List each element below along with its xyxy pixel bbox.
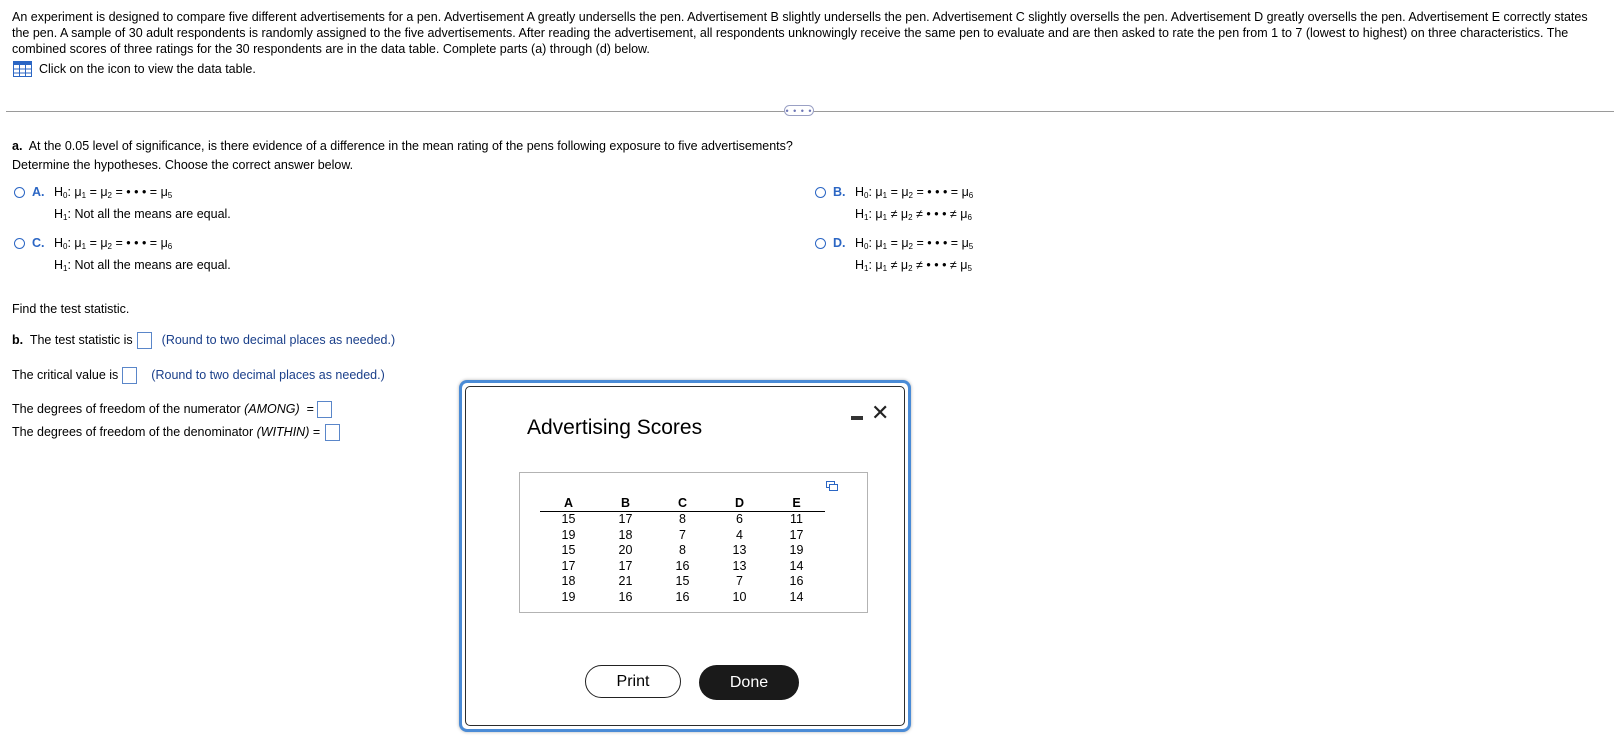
- table-row: [540, 559, 825, 575]
- part-a-question: [12, 139, 793, 153]
- option-c-radio[interactable]: [14, 238, 25, 249]
- critical-value-label: The critical value is: [12, 367, 119, 382]
- copy-icon[interactable]: [826, 481, 838, 491]
- option-c[interactable]: [14, 236, 231, 278]
- option-b-h1: $H_1$: $\mu_1 \ne \mu_2$ ≠ • • • ≠ $\mu_6$: [855, 207, 972, 222]
- table-cell: 16: [618, 589, 633, 604]
- option-c-h1: $H_1$: Not all the means are equal.: [54, 258, 231, 273]
- df-denominator-row: The degrees of freedom of the denominator (WITHIN) =: [12, 424, 344, 441]
- table-row: [540, 590, 825, 606]
- option-d-h1: $H_1$: $\mu_1 \ne \mu_2$ ≠ • • • ≠ $\mu_5$: [855, 258, 972, 273]
- option-a-letter: A.: [32, 185, 45, 199]
- table-cell: 8: [679, 512, 686, 526]
- critical-value-hint: (Round to two decimal places as needed.): [151, 367, 385, 382]
- column-header: C: [654, 496, 711, 512]
- table-cell: 20: [618, 543, 633, 558]
- minimize-icon[interactable]: [851, 416, 863, 420]
- test-statistic-hint: (Round to two decimal places as needed.): [161, 332, 396, 347]
- df-numerator-input[interactable]: [317, 401, 332, 418]
- view-data-table-label[interactable]: Click on the icon to view the data table.: [39, 62, 256, 76]
- table-cell: 19: [561, 589, 576, 604]
- done-button[interactable]: Done: [699, 665, 799, 700]
- table-cell: 7: [736, 574, 743, 589]
- option-d-letter: D.: [833, 236, 846, 250]
- modal-frame: [465, 386, 905, 726]
- table-cell: 10: [732, 589, 747, 604]
- option-b-radio[interactable]: [815, 187, 826, 198]
- table-cell: 15: [561, 512, 576, 526]
- option-a-h1: $H_1$: Not all the means are equal.: [54, 207, 231, 222]
- df-denominator-input[interactable]: [325, 424, 340, 441]
- column-header: D: [711, 496, 768, 512]
- advertising-scores-table: [540, 496, 825, 606]
- critical-value-input[interactable]: [122, 367, 137, 384]
- table-cell: 6: [736, 512, 743, 526]
- close-icon[interactable]: ✕: [871, 400, 890, 425]
- table-cell: 16: [675, 589, 690, 604]
- option-d-radio[interactable]: [815, 238, 826, 249]
- modal-title: Advertising Scores: [527, 416, 703, 439]
- problem-statement: An experiment is designed to compare five different advertisements for a pen. Advertisement A greatly undersells the pen. Advertisement B slightly undersells the pen. Advertisement C slightly oversells the pen. Advertisement D greatly oversells the pen. Advertisement E correctly states the pen. A sample of 30 adult respondents is randomly assigned to the five advertisements. After reading the advertisement, all respondents unknowingly receive the same pen to evaluate and are then asked to rate the pen from 1 to 7 (lowest to highest) on three characteristics. The combined scores of three ratings for the 30 respondents are in the data table. Complete parts (a) through (d) below.: [12, 10, 1588, 56]
- table-cell: 19: [561, 527, 576, 542]
- part-b-row: [12, 332, 395, 349]
- option-c-letter: C.: [32, 236, 45, 250]
- print-button[interactable]: Print: [585, 665, 681, 698]
- hypotheses-instruction: Determine the hypotheses. Choose the correct answer below.: [12, 158, 354, 172]
- find-test-statistic-label: Find the test statistic.: [12, 302, 130, 316]
- table-cell: 17: [618, 512, 633, 526]
- data-table-icon[interactable]: [13, 61, 32, 77]
- table-cell: 11: [790, 512, 803, 526]
- column-header: A: [540, 496, 597, 512]
- table-cell: 16: [675, 558, 690, 573]
- df-numerator-row: The degrees of freedom of the numerator (AMONG) =: [12, 401, 336, 418]
- option-a-h0: $H_0$: $\mu_1 = \mu_2$ = • • • = $\mu_5$: [54, 185, 173, 200]
- table-cell: 14: [789, 558, 804, 573]
- table-cell: 17: [789, 527, 804, 542]
- table-cell: 19: [789, 543, 804, 558]
- option-b-h0: $H_0$: $\mu_1 = \mu_2$ = • • • = $\mu_6$: [855, 185, 974, 200]
- option-d[interactable]: [815, 236, 973, 278]
- table-cell: 7: [679, 527, 686, 542]
- table-cell: 8: [679, 543, 686, 558]
- part-b-letter: b.: [12, 332, 24, 347]
- table-cell: 16: [789, 574, 804, 589]
- table-row: [540, 528, 825, 544]
- table-row: [540, 574, 825, 590]
- data-table-container: [519, 472, 868, 613]
- column-header: B: [597, 496, 654, 512]
- option-b[interactable]: [815, 185, 973, 227]
- option-c-h0: $H_0$: $\mu_1 = \mu_2$ = • • • = $\mu_6$: [54, 236, 173, 251]
- table-cell: 18: [561, 574, 576, 589]
- table-cell: 4: [736, 527, 743, 542]
- critical-value-row: [12, 367, 385, 384]
- option-b-letter: B.: [833, 185, 846, 199]
- table-cell: 17: [561, 558, 576, 573]
- table-row: [540, 543, 825, 559]
- table-cell: 21: [618, 574, 633, 589]
- expand-toggle[interactable]: • • • •: [785, 105, 813, 116]
- table-row: [540, 512, 825, 528]
- test-statistic-label: The test statistic is: [29, 332, 133, 347]
- test-statistic-input[interactable]: [137, 332, 152, 349]
- option-d-h0: $H_0$: $\mu_1 = \mu_2$ = • • • = $\mu_5$: [855, 236, 974, 251]
- table-cell: 15: [675, 574, 690, 589]
- table-cell: 18: [618, 527, 633, 542]
- part-a-question-text: At the 0.05 level of significance, is there evidence of a difference in the mean rating of the pens following exposure to five advertisements?: [28, 139, 793, 153]
- table-header-row: [540, 496, 825, 512]
- part-a-letter: a.: [12, 139, 23, 153]
- table-cell: 13: [732, 543, 747, 558]
- table-cell: 14: [789, 589, 804, 604]
- table-cell: 13: [732, 558, 747, 573]
- option-a-radio[interactable]: [14, 187, 25, 198]
- view-data-table-link[interactable]: [13, 61, 256, 77]
- column-header: E: [768, 496, 825, 512]
- data-table-modal: [459, 380, 911, 732]
- table-cell: 15: [561, 543, 576, 558]
- table-cell: 17: [618, 558, 633, 573]
- option-a[interactable]: [14, 185, 231, 227]
